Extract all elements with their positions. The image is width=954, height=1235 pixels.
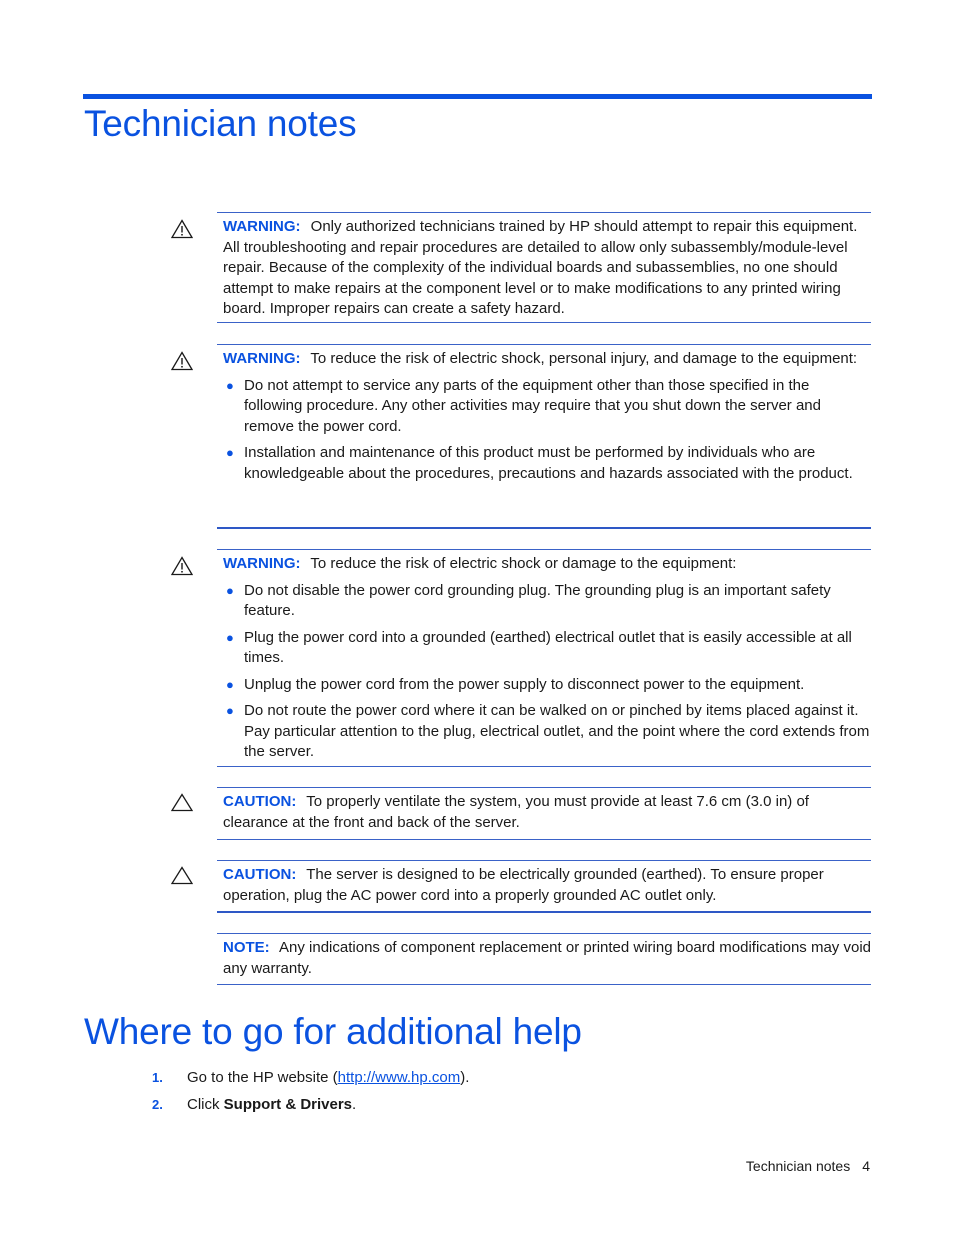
note-notice [217, 933, 871, 985]
bullet-icon: ● [226, 703, 234, 718]
notice-text: The server is designed to be electrically grounded (earthed). To ensure proper operation, plug the AC power cord into a properly grounded AC outlet only. [223, 866, 824, 904]
notice-label: NOTE: [223, 939, 270, 956]
chapter-rule [83, 94, 872, 99]
bullet-icon: ● [226, 445, 234, 460]
list-item: ● Do not route the power cord where it can be walked on or pinched by items placed against it. Pay particular attention to the plug, electrical outlet, and the point where the cord extends from the server. [226, 702, 870, 760]
bullet-icon: ● [226, 629, 234, 645]
list-item: ● Unplug the power cord from the power supply to disconnect power to the equipment. [223, 675, 871, 696]
list-item: ● Do not disable the power cord grounding plug. The grounding plug is an important safety feature. [226, 581, 831, 619]
caution-notice-2 [217, 860, 871, 913]
list-item: ● Installation and maintenance of this product must be performed by individuals who are knowledgeable about the procedures, precautions and hazards associated with the product. [226, 444, 853, 482]
notice-text: To reduce the risk of electric shock or damage to the equipment: [310, 555, 737, 572]
warning-notice-2 [217, 344, 871, 529]
caution-triangle-icon [171, 866, 193, 885]
notice-text: To properly ventilate the system, you must provide at least 7.6 cm (3.0 in) of clearance at the front and back of the server. [223, 793, 809, 831]
step-text: Go to the HP website (http://www.hp.com). [187, 1069, 470, 1086]
notice-label: WARNING: [223, 350, 301, 367]
warning-notice-1 [217, 212, 871, 323]
list-item [152, 1064, 852, 1091]
notice-bullet-list [223, 581, 871, 763]
caution-notice-1 [217, 787, 871, 840]
page-number: 4 [862, 1158, 870, 1174]
hp-website-link[interactable]: http://www.hp.com [337, 1069, 461, 1086]
step-number: 1. [152, 1070, 163, 1085]
notice-label: CAUTION: [223, 793, 297, 810]
list-item: ● Do not attempt to service any parts of the equipment other than those specified in the following procedure. Any other activities may require that you shut down the server and remove the power cord. [226, 376, 821, 435]
notice-bullet-list [223, 376, 871, 485]
notice-text: Only authorized technicians trained by HP should attempt to repair this equipment. All troubleshooting and repair procedures are detailed to allow only subassembly/module-level repair. Because of the complexity of the individual boards and subassemblies, no one should attempt to make repairs at the component level or to make modifications to any printed wiring board. Improper repairs can create a safety hazard. [223, 218, 858, 317]
list-item [152, 1091, 852, 1118]
page-footer [746, 1158, 870, 1174]
bullet-icon: ● [226, 377, 234, 393]
bullet-icon: ● [226, 582, 234, 598]
technician-notes-title: Technician notes [84, 103, 357, 144]
footer-section-name: Technician notes [745, 1158, 851, 1174]
notice-text: Any indications of component replacement or printed wiring board modifications may void any warranty. [223, 939, 871, 977]
additional-help-title: Where to go for additional help [84, 1011, 582, 1052]
notice-label: WARNING: [223, 555, 301, 572]
caution-triangle-icon [171, 793, 193, 812]
bullet-icon: ● [226, 676, 234, 692]
help-steps-list [152, 1064, 852, 1118]
warning-notice-3 [217, 549, 871, 767]
notice-text: To reduce the risk of electric shock, personal injury, and damage to the equipment: [310, 350, 858, 367]
warning-triangle-icon [171, 351, 193, 371]
notice-label: WARNING: [223, 218, 301, 235]
list-item: ● Plug the power cord into a grounded (earthed) electrical outlet that is easily accessible at all times. [226, 628, 852, 666]
notice-label: CAUTION: [223, 866, 297, 883]
step-text: Click Support & Drivers. [187, 1096, 357, 1113]
step-number: 2. [152, 1097, 163, 1112]
warning-triangle-icon [171, 556, 193, 576]
warning-triangle-icon [171, 219, 193, 239]
